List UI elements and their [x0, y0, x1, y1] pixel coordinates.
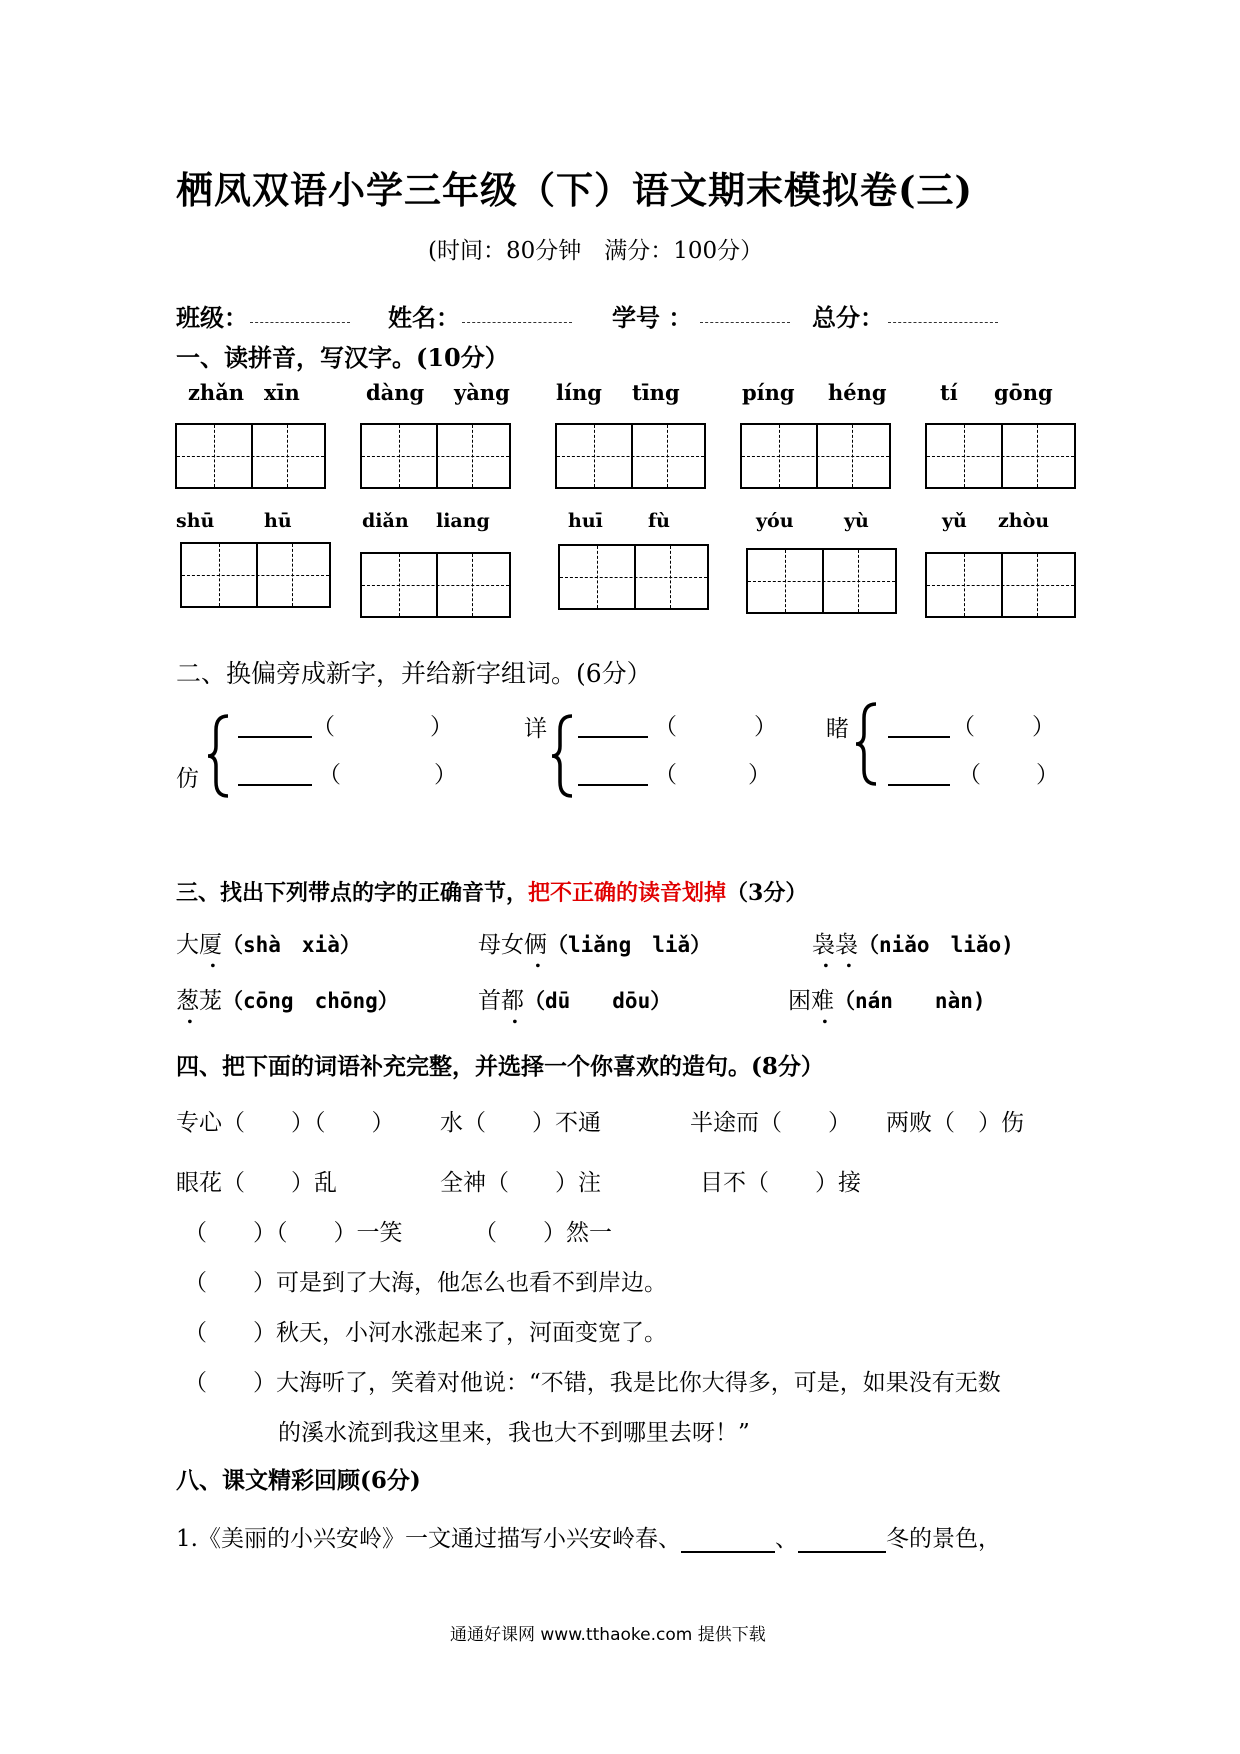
pinyin-choice-item: [478, 982, 671, 1015]
pinyin: gōng: [994, 380, 1053, 405]
pinyin: tí: [940, 380, 958, 405]
pinyin: shū: [176, 510, 215, 532]
paren-left: （: [654, 714, 677, 740]
pinyin: héng: [828, 380, 887, 405]
sentence-line: （ ）秋天，小河水涨起来了，河面变宽了。: [184, 1320, 667, 1346]
total-score-label: 总分：: [812, 303, 884, 332]
pinyin: huī: [568, 510, 603, 532]
base-char: 详: [524, 716, 547, 742]
brace-icon: [852, 700, 882, 788]
writing-grid[interactable]: [925, 423, 1076, 489]
pinyin: yù: [844, 510, 869, 532]
word-part: 大: [176, 932, 199, 958]
brace-icon: [204, 712, 234, 800]
idiom-fill[interactable]: 眼花（ ）乱: [176, 1170, 337, 1196]
total-score-blank[interactable]: [888, 302, 998, 323]
writing-grid[interactable]: [180, 542, 331, 608]
idiom-fill[interactable]: （ ）然一: [474, 1220, 612, 1246]
dotted-char: 袅: [835, 932, 858, 958]
pinyin: dàng: [366, 380, 425, 405]
base-char: 睹: [826, 716, 849, 742]
section-3-heading-highlight: 把不正确的读音划掉: [528, 880, 727, 906]
paren-right: ）: [1032, 714, 1055, 740]
new-char-blank[interactable]: [888, 712, 950, 738]
section-3-heading-a: 三、找出下列带点的字的正确音节，: [176, 880, 529, 906]
pinyin-choice-item: [788, 982, 986, 1015]
paren-right: ）: [748, 762, 771, 788]
idiom-fill[interactable]: 专心（ ）（ ）: [176, 1110, 395, 1136]
dotted-char: 难: [811, 988, 834, 1014]
paren-right: ）: [430, 714, 453, 740]
pinyin-options[interactable]: （niǎo liǎo): [858, 933, 1014, 957]
pinyin: liang: [436, 510, 490, 532]
paren-left: （: [952, 714, 975, 740]
pinyin: yàng: [454, 380, 510, 405]
answer-blank[interactable]: [681, 1531, 775, 1553]
paren-right: ）: [754, 714, 777, 740]
pinyin: diǎn: [362, 510, 409, 532]
writing-grid[interactable]: [925, 552, 1076, 618]
sentence-line: 的溪水流到我这里来，我也大不到哪里去呀！”: [278, 1420, 750, 1446]
question-1-sep: 、: [774, 1526, 798, 1552]
section-3-heading: [176, 876, 807, 907]
name-label: 姓名：: [388, 303, 460, 332]
paren-left: （: [318, 762, 341, 788]
writing-grid[interactable]: [558, 544, 709, 610]
section-4-heading: 四、把下面的词语补充完整，并选择一个你喜欢的造句。(8分）: [176, 1053, 824, 1080]
pinyin: yǔ: [942, 510, 967, 532]
idiom-fill[interactable]: 水（ ）不通: [440, 1110, 601, 1136]
footer-credit: 通通好课网 www.tthaoke.com 提供下载: [450, 1625, 766, 1645]
writing-grid[interactable]: [360, 552, 511, 618]
pinyin: píng: [742, 380, 795, 405]
pinyin: hū: [264, 510, 292, 532]
section-1-heading: 一、读拼音，写汉字。(10分）: [176, 343, 509, 372]
dotted-char: 都: [501, 988, 524, 1014]
idiom-fill[interactable]: （ ）（ ）一笑: [184, 1220, 403, 1246]
pinyin-options[interactable]: （dū dōu）: [524, 989, 672, 1013]
word-part: 母女: [478, 932, 524, 958]
pinyin-options[interactable]: （cōng chōng）: [222, 989, 399, 1013]
pinyin: zhòu: [998, 510, 1050, 532]
brace-icon: [548, 712, 578, 800]
pinyin-choice-item: [176, 982, 399, 1015]
idiom-fill[interactable]: 两败（ ）伤: [886, 1110, 1024, 1136]
new-char-blank[interactable]: [238, 760, 312, 786]
pinyin: xīn: [264, 380, 300, 405]
pinyin-choice-item: [812, 926, 1014, 959]
new-char-blank[interactable]: [578, 760, 648, 786]
question-1-text: 1.《美丽的小兴安岭》一文通过描写小兴安岭春、: [176, 1526, 681, 1552]
paren-left: （: [312, 714, 335, 740]
pinyin-options[interactable]: （nán nàn): [834, 989, 986, 1013]
new-char-blank[interactable]: [238, 712, 312, 738]
student-id-label: 学号 ：: [612, 303, 693, 332]
pinyin: líng: [556, 380, 602, 405]
answer-blank[interactable]: [798, 1531, 886, 1553]
idiom-fill[interactable]: 全神（ ）注: [440, 1170, 601, 1196]
pinyin-options[interactable]: （shà xià）: [222, 933, 361, 957]
section-8-heading: 八、课文精彩回顾(6分): [176, 1467, 421, 1494]
student-id-blank[interactable]: [700, 302, 790, 323]
section-2-heading: 二、换偏旁成新字，并给新字组词。(6分）: [176, 659, 652, 688]
paren-right: ）: [434, 762, 457, 788]
sentence-line: （ ）大海听了，笑着对他说：“不错，我是比你大得多，可是，如果没有无数: [184, 1370, 1001, 1396]
question-1: [176, 1520, 1001, 1553]
question-1-end: 冬的景色，: [885, 1526, 1001, 1552]
word-part: 困: [788, 988, 811, 1014]
pinyin: tīng: [632, 380, 680, 405]
writing-grid[interactable]: [360, 423, 511, 489]
new-char-blank[interactable]: [578, 712, 648, 738]
paren-left: （: [654, 762, 677, 788]
writing-grid[interactable]: [555, 423, 706, 489]
pinyin: yóu: [756, 510, 794, 532]
exam-time-info: (时间：80分钟 满分：100分）: [428, 238, 764, 264]
paren-right: ）: [1036, 762, 1059, 788]
page-title: 栖凤双语小学三年级（下）语文期末模拟卷(三): [176, 168, 974, 212]
idiom-fill[interactable]: 目不（ ）接: [700, 1170, 861, 1196]
word-part: 首: [478, 988, 501, 1014]
sentence-line: （ ）可是到了大海，他怎么也看不到岸边。: [184, 1270, 667, 1296]
dotted-char: 袅: [812, 932, 835, 958]
new-char-blank[interactable]: [888, 760, 950, 786]
writing-grid[interactable]: [175, 423, 326, 489]
word-part: 茏: [199, 988, 222, 1014]
class-label: 班级：: [176, 303, 248, 332]
pinyin-choice-item: [176, 926, 361, 959]
pinyin: zhǎn: [188, 380, 245, 405]
dotted-char: 葱: [176, 988, 199, 1014]
writing-grid[interactable]: [746, 548, 897, 614]
dotted-char: 厦: [199, 932, 222, 958]
name-blank[interactable]: [462, 302, 572, 323]
section-3-heading-c: （3分）: [726, 880, 808, 906]
idiom-fill[interactable]: 半途而（ ）: [690, 1110, 851, 1136]
dotted-char: 俩: [524, 932, 547, 958]
pinyin: fù: [648, 510, 670, 532]
pinyin-choice-item: [478, 926, 711, 959]
base-char: 仿: [176, 766, 199, 792]
paren-left: （: [958, 762, 981, 788]
pinyin-options[interactable]: （liǎng liǎ）: [547, 933, 712, 957]
class-blank[interactable]: [250, 302, 350, 323]
writing-grid[interactable]: [740, 423, 891, 489]
